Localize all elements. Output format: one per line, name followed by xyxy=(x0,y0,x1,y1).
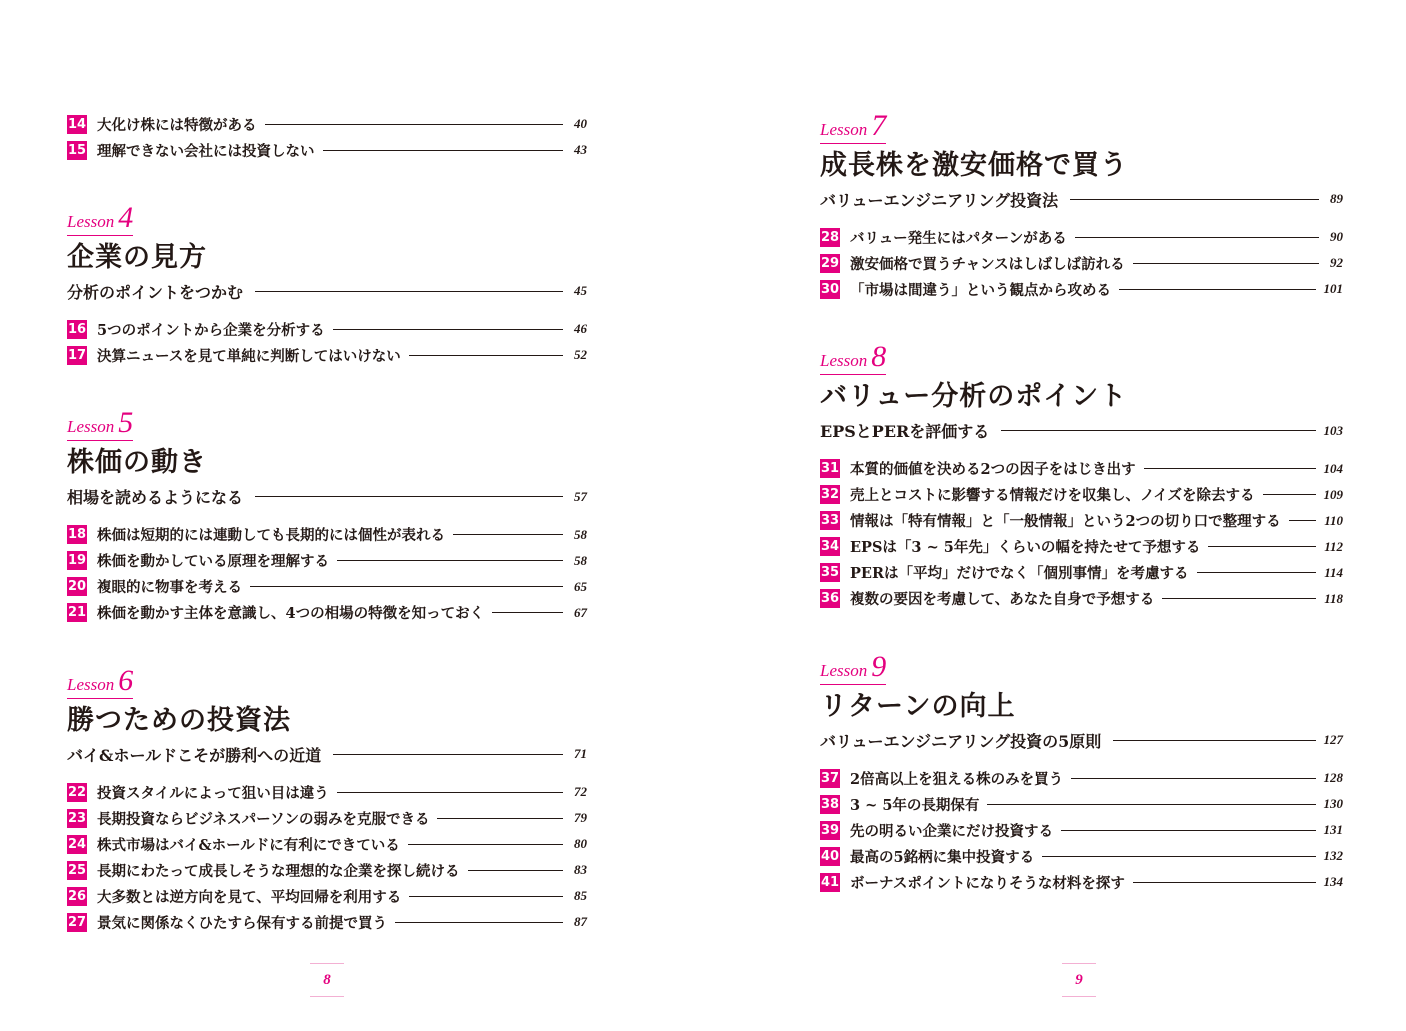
item-title: 株式市場はバイ&ホールドに有利にできている xyxy=(97,836,400,854)
item-number: 25 xyxy=(67,862,87,878)
item-title: 株価を動かしている原理を理解する xyxy=(97,553,329,571)
dot-leader xyxy=(1061,830,1316,831)
toc-item[interactable] xyxy=(820,843,1343,869)
toc-item[interactable] xyxy=(67,574,587,600)
item-page: 101 xyxy=(1323,281,1343,297)
item-number: 27 xyxy=(67,914,87,930)
item-number: 18 xyxy=(67,527,87,543)
item-number: 31 xyxy=(820,461,840,477)
lesson-page: 89 xyxy=(1330,191,1343,207)
item-page: 104 xyxy=(1323,460,1343,476)
lesson-subtitle-row[interactable] xyxy=(820,188,1343,210)
dot-leader xyxy=(1070,199,1319,200)
item-page: 65 xyxy=(574,578,587,594)
lesson-title: リターンの向上 xyxy=(820,690,1016,722)
item-page: 40 xyxy=(574,116,587,131)
lesson-block xyxy=(67,663,587,935)
item-number: 40 xyxy=(820,848,840,864)
dot-leader xyxy=(1197,572,1317,573)
toc-item[interactable] xyxy=(820,276,1343,302)
item-number: 21 xyxy=(67,605,87,621)
lesson-subtitle-row[interactable] xyxy=(67,743,587,765)
toc-item[interactable] xyxy=(820,586,1343,612)
item-title: EPSは「3 ~ 5年先」くらいの幅を持たせて予想する xyxy=(850,539,1201,557)
toc-item[interactable] xyxy=(67,600,587,626)
lesson-page: 127 xyxy=(1323,732,1343,748)
item-number: 41 xyxy=(820,874,840,890)
item-title: 投資スタイルによって狙い目は違う xyxy=(97,784,329,802)
toc-item[interactable] xyxy=(67,111,587,137)
item-number: 26 xyxy=(67,888,87,904)
toc-item[interactable] xyxy=(820,817,1343,843)
item-page: 114 xyxy=(1324,564,1343,580)
lesson-subtitle-row[interactable] xyxy=(67,486,587,508)
toc-item[interactable] xyxy=(820,224,1343,250)
lesson-title: 成長株を激安価格で買う xyxy=(820,150,1128,181)
lesson-subtitle-row[interactable] xyxy=(67,280,587,302)
item-number: 23 xyxy=(67,810,87,826)
lesson-page: 71 xyxy=(574,746,587,762)
toc-item[interactable] xyxy=(820,765,1343,791)
dot-leader xyxy=(409,896,563,897)
item-title: 株価は短期的には連動しても長期的には個性が表れる xyxy=(97,527,445,545)
left-toc-column xyxy=(67,111,587,935)
toc-item[interactable] xyxy=(820,534,1343,560)
item-number: 33 xyxy=(820,513,840,529)
item-page: 80 xyxy=(574,836,587,852)
page-number: 8 xyxy=(310,963,344,997)
item-page: 128 xyxy=(1323,770,1343,786)
item-page: 46 xyxy=(574,321,587,337)
right-toc-column xyxy=(820,111,1343,895)
toc-item[interactable] xyxy=(820,791,1343,817)
toc-item[interactable] xyxy=(67,831,587,857)
item-title: 激安価格で買うチャンスはしばしば訪れる xyxy=(850,255,1125,273)
dot-leader xyxy=(1119,289,1316,290)
lesson-subtitle: バリューエンジニアリング投資法 xyxy=(820,190,1059,210)
item-page: 87 xyxy=(574,914,587,930)
dot-leader xyxy=(492,612,563,613)
item-page: 52 xyxy=(574,347,587,363)
item-title: 長期投資ならビジネスパーソンの弱みを克服できる xyxy=(97,810,430,828)
lesson-number: 7 xyxy=(871,109,887,142)
lesson-number: 9 xyxy=(871,649,887,683)
dot-leader xyxy=(468,870,564,871)
item-number: 30 xyxy=(820,281,840,297)
lesson-title: 勝つための投資法 xyxy=(67,704,291,736)
lesson-subtitle-row[interactable] xyxy=(820,729,1343,751)
lesson-subtitle: 分析のポイントをつかむ xyxy=(67,282,244,302)
toc-item[interactable] xyxy=(820,456,1343,482)
item-title: 長期にわたって成長しそうな理想的な企業を探し続ける xyxy=(97,862,460,880)
item-page: 109 xyxy=(1323,486,1343,502)
lesson-label: Lesson 6 xyxy=(67,663,134,697)
toc-item[interactable] xyxy=(820,508,1343,534)
lesson-subtitle: バイ&ホールドこそが勝利への近道 xyxy=(67,745,322,765)
dot-leader xyxy=(333,754,563,755)
dot-leader xyxy=(1001,430,1315,431)
item-title: バリュー発生にはパターンがある xyxy=(850,229,1067,247)
dot-leader xyxy=(255,291,563,292)
dot-leader xyxy=(437,818,563,819)
lesson-label: Lesson 9 xyxy=(820,649,887,683)
item-page: 79 xyxy=(574,810,587,826)
lesson-block xyxy=(820,111,1343,302)
item-page: 110 xyxy=(1324,512,1343,528)
toc-item[interactable] xyxy=(67,137,587,163)
item-title: 複眼的に物事を考える xyxy=(97,579,242,597)
item-page: 67 xyxy=(574,604,587,620)
item-title: 売上とコストに影響する情報だけを収集し、ノイズを除去する xyxy=(850,487,1255,505)
page-number: 9 xyxy=(1062,963,1096,997)
toc-item[interactable] xyxy=(67,316,587,342)
item-title: 5つのポイントから企業を分析する xyxy=(97,321,325,339)
dot-leader xyxy=(1071,778,1315,779)
dot-leader xyxy=(1133,263,1319,264)
item-title: 複数の要因を考慮して、あなた自身で予想する xyxy=(850,591,1155,609)
item-number: 24 xyxy=(67,836,87,852)
lesson-block xyxy=(820,342,1343,611)
item-title: ボーナスポイントになりそうな材料を探す xyxy=(850,874,1125,892)
right-page xyxy=(703,0,1406,1031)
dot-leader xyxy=(408,844,563,845)
item-number: 20 xyxy=(67,579,87,595)
item-number: 28 xyxy=(820,229,840,245)
item-number: 22 xyxy=(67,784,87,800)
item-title: 決算ニュースを見て単純に判断してはいけない xyxy=(97,347,401,365)
dot-leader xyxy=(337,560,563,561)
dot-leader xyxy=(265,124,564,125)
item-page: 85 xyxy=(574,888,587,904)
toc-item[interactable] xyxy=(67,548,587,574)
item-page: 130 xyxy=(1323,796,1343,812)
dot-leader xyxy=(1144,468,1316,469)
lesson-title: バリュー分析のポイント xyxy=(820,381,1128,413)
toc-item[interactable] xyxy=(67,342,587,368)
item-title: 理解できない会社には投資しない xyxy=(97,142,315,160)
dot-leader xyxy=(255,496,563,497)
lesson-number: 8 xyxy=(871,340,887,374)
item-title: 2倍高以上を狙える株のみを買う xyxy=(850,770,1064,788)
lesson-title: 企業の見方 xyxy=(67,242,207,273)
dot-leader xyxy=(323,150,564,151)
lesson-block xyxy=(820,649,1343,895)
toc-item[interactable] xyxy=(67,805,587,831)
item-page: 131 xyxy=(1323,822,1343,838)
item-number: 34 xyxy=(820,539,840,555)
lesson-label: Lesson 5 xyxy=(67,406,134,440)
toc-item[interactable] xyxy=(67,909,587,935)
dot-leader xyxy=(1113,740,1315,741)
item-page: 43 xyxy=(574,142,587,157)
item-page: 134 xyxy=(1323,874,1343,890)
lesson-number: 5 xyxy=(118,406,134,440)
dot-leader xyxy=(409,355,563,356)
item-title: 株価を動かす主体を意識し、4つの相場の特徴を知っておく xyxy=(97,605,485,623)
lesson-page: 57 xyxy=(574,488,587,504)
item-title: 3 ~ 5年の長期保有 xyxy=(850,796,980,814)
lesson-label: Lesson 4 xyxy=(67,201,134,234)
toc-item[interactable] xyxy=(67,522,587,548)
item-number: 17 xyxy=(67,347,87,363)
toc-item[interactable] xyxy=(67,779,587,805)
item-number: 39 xyxy=(820,822,840,838)
lesson-title: 株価の動き xyxy=(67,447,207,479)
item-number: 15 xyxy=(67,142,87,158)
lesson-block xyxy=(67,408,587,625)
item-page: 83 xyxy=(574,862,587,878)
lesson-number: 4 xyxy=(118,201,134,234)
dot-leader xyxy=(987,804,1315,805)
item-page: 112 xyxy=(1324,538,1343,554)
item-number: 36 xyxy=(820,591,840,607)
item-title: PERは「平均」だけでなく「個別事情」を考慮する xyxy=(850,565,1189,583)
item-page: 132 xyxy=(1323,848,1343,864)
item-page: 90 xyxy=(1330,229,1343,245)
item-number: 32 xyxy=(820,487,840,503)
toc-item[interactable] xyxy=(820,482,1343,508)
item-number: 14 xyxy=(67,116,87,132)
item-title: 先の明るい企業にだけ投資する xyxy=(850,822,1053,840)
lesson-subtitle: 相場を読めるようになる xyxy=(67,488,244,508)
item-number: 38 xyxy=(820,796,840,812)
toc-item[interactable] xyxy=(67,883,587,909)
lesson-page: 103 xyxy=(1323,422,1343,438)
dot-leader xyxy=(1162,598,1316,599)
item-page: 92 xyxy=(1330,255,1343,271)
dot-leader xyxy=(250,586,563,587)
item-page: 118 xyxy=(1324,590,1343,606)
dot-leader xyxy=(1289,520,1317,521)
lesson-number: 6 xyxy=(118,663,134,697)
lesson-subtitle: バリューエンジニアリング投資の5原則 xyxy=(820,731,1102,751)
dot-leader xyxy=(1263,494,1316,495)
toc-item[interactable] xyxy=(67,857,587,883)
dot-leader xyxy=(1075,237,1319,238)
toc-item[interactable] xyxy=(820,560,1343,586)
item-number: 16 xyxy=(67,321,87,337)
item-number: 19 xyxy=(67,553,87,569)
item-title: 最高の5銘柄に集中投資する xyxy=(850,848,1035,866)
item-page: 58 xyxy=(574,526,587,542)
dot-leader xyxy=(1133,882,1316,883)
dot-leader xyxy=(1208,546,1316,547)
toc-item[interactable] xyxy=(820,250,1343,276)
item-title: 大多数とは逆方向を見て、平均回帰を利用する xyxy=(97,888,402,906)
item-number: 37 xyxy=(820,770,840,786)
item-title: 「市場は間違う」という観点から攻める xyxy=(850,281,1111,299)
lesson-page: 45 xyxy=(574,283,587,299)
dot-leader xyxy=(337,792,563,793)
item-title: 景気に関係なくひたすら保有する前提で買う xyxy=(97,914,387,932)
lesson-block xyxy=(67,203,587,368)
item-title: 大化け株には特徴がある xyxy=(97,116,257,134)
lesson-subtitle-row[interactable] xyxy=(820,420,1343,442)
item-title: 本質的価値を決める2つの因子をはじき出す xyxy=(850,461,1136,479)
lesson-subtitle: EPSとPERを評価する xyxy=(820,422,990,442)
dot-leader xyxy=(453,534,563,535)
toc-item[interactable] xyxy=(820,869,1343,895)
dot-leader xyxy=(395,922,563,923)
lesson-label: Lesson 7 xyxy=(820,109,887,142)
lesson-label: Lesson 8 xyxy=(820,340,887,374)
dot-leader xyxy=(1042,856,1315,857)
item-title: 情報は「特有情報」と「一般情報」という2つの切り口で整理する xyxy=(850,513,1281,531)
item-page: 72 xyxy=(574,784,587,800)
dot-leader xyxy=(333,329,563,330)
item-number: 29 xyxy=(820,255,840,271)
item-number: 35 xyxy=(820,565,840,581)
item-page: 58 xyxy=(574,552,587,568)
